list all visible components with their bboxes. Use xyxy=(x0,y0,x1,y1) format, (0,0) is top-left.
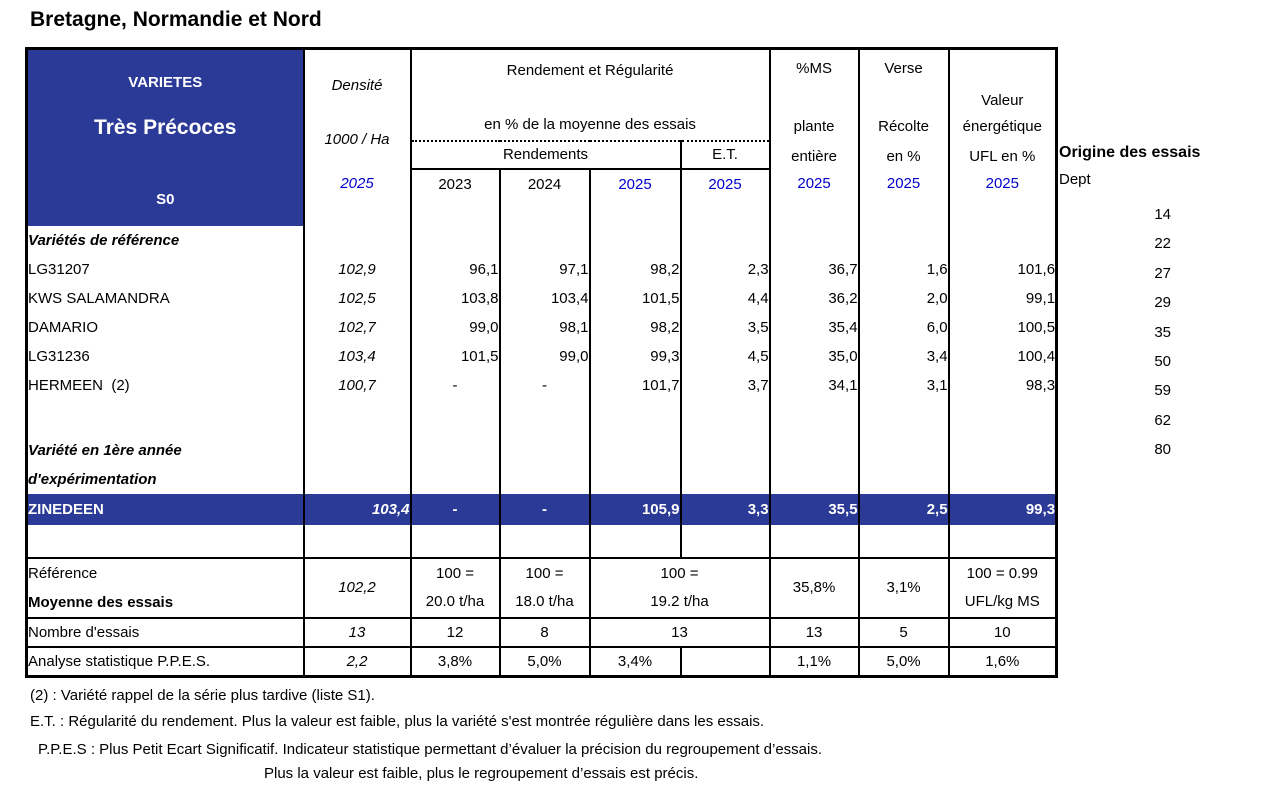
empty-cell xyxy=(500,199,590,226)
mean-ms: 35,8% xyxy=(792,578,836,596)
cell-verse: 5,0% xyxy=(859,647,949,677)
verse-l1: Verse xyxy=(884,59,923,77)
empty-cell xyxy=(681,525,770,558)
cell-2023: 3,8% xyxy=(411,647,500,677)
cell-densite: 102,9 xyxy=(304,255,411,284)
ms-l1: %MS xyxy=(796,59,832,77)
empty-cell xyxy=(859,525,949,558)
cell-ufl: 98,3 xyxy=(949,371,1057,400)
ms-l2: plante xyxy=(793,117,835,135)
cell-verse: 3,4 xyxy=(859,342,949,371)
cell-et: 4,4 xyxy=(681,284,770,313)
cell-ms: 35,0 xyxy=(770,342,859,371)
table-row xyxy=(27,255,1057,284)
empty-cell xyxy=(681,226,770,255)
empty-cell xyxy=(859,400,949,432)
cell-ufl: 100,4 xyxy=(949,342,1057,371)
cell-2023: 103,8 xyxy=(411,284,500,313)
empty-cell xyxy=(500,400,590,432)
ppes-label: Analyse statistique P.P.E.S. xyxy=(28,652,211,670)
et-subheader: E.T. xyxy=(681,141,770,169)
empty-cell xyxy=(770,226,859,255)
empty-cell xyxy=(859,432,949,494)
densite-unit: 1000 / Ha xyxy=(324,130,390,148)
first-year-l1: Variété en 1ère année xyxy=(28,441,182,459)
table-row xyxy=(27,342,1057,371)
empty-cell xyxy=(590,525,681,558)
cell-et: 3,5 xyxy=(681,313,770,342)
empty-cell xyxy=(590,432,681,494)
trial-origins xyxy=(1059,144,1200,188)
cell-et: 2,3 xyxy=(681,255,770,284)
empty-cell xyxy=(411,525,500,558)
empty-cell xyxy=(949,199,1057,226)
dept-number: 35 xyxy=(1154,323,1171,341)
ref-value: 18.0 t/ha xyxy=(515,592,574,610)
cell-ms: 35,5 xyxy=(770,494,859,525)
empty-cell xyxy=(949,226,1057,255)
cell-2023: 12 xyxy=(411,618,500,647)
cell-ms: 1,1% xyxy=(770,647,859,677)
empty-cell xyxy=(590,400,681,432)
empty-cell xyxy=(681,432,770,494)
cell-densite: 102,5 xyxy=(304,284,411,313)
dept-number: 80 xyxy=(1154,441,1171,459)
cell-ufl: 100,5 xyxy=(949,313,1057,342)
table-row xyxy=(27,284,1057,313)
empty-cell xyxy=(949,525,1057,558)
first-year-l2: d'expérimentation xyxy=(28,470,157,488)
year-2024: 2024 xyxy=(500,169,590,199)
cell-2025: 3,4% xyxy=(590,647,681,677)
cell-verse: 2,0 xyxy=(859,284,949,313)
cell-et: 4,5 xyxy=(681,342,770,371)
rendement-title: Rendement et Régularité xyxy=(506,62,674,80)
cell-ufl: 10 xyxy=(949,618,1057,647)
dept-number: 29 xyxy=(1154,294,1171,312)
cell-2024 xyxy=(500,558,590,618)
ms-l3: entière xyxy=(791,147,837,165)
cell-2024: 99,0 xyxy=(500,342,590,371)
empty-cell xyxy=(411,432,500,494)
empty-cell xyxy=(681,647,770,677)
densite-label: Densité xyxy=(331,76,383,94)
cell-2024: 97,1 xyxy=(500,255,590,284)
year-2025: 2025 xyxy=(590,169,681,199)
reference-mean-label xyxy=(27,558,304,618)
mean-label: Moyenne des essais xyxy=(28,593,174,611)
cell-2025: 98,2 xyxy=(590,255,681,284)
cell-2025-et: 13 xyxy=(590,618,770,647)
dept-number: 62 xyxy=(1154,411,1171,429)
empty-cell xyxy=(859,199,949,226)
varietes-label: VARIETES xyxy=(128,74,203,92)
empty-cell xyxy=(949,400,1057,432)
dept-number: 27 xyxy=(1154,264,1171,282)
cell-verse: 2,5 xyxy=(859,494,949,525)
ufl-l2: énergétique xyxy=(962,117,1042,135)
cell-2024: 5,0% xyxy=(500,647,590,677)
cell-et: 3,7 xyxy=(681,371,770,400)
verse-l2: Récolte xyxy=(878,117,929,135)
mean-densite: 102,2 xyxy=(338,578,376,596)
empty-cell xyxy=(859,226,949,255)
empty-cell xyxy=(500,525,590,558)
empty-cell xyxy=(411,226,500,255)
year-et: 2025 xyxy=(681,169,770,199)
trial-count-label: Nombre d'essais xyxy=(27,618,304,647)
ref-ufl: 100 = 0.99 xyxy=(966,564,1038,582)
empty-cell xyxy=(770,525,859,558)
cell-2025: 98,2 xyxy=(590,313,681,342)
year-ufl: 2025 xyxy=(949,169,1057,199)
variety-name: HERMEEN (2) xyxy=(28,376,130,394)
cell-2025: 99,3 xyxy=(590,342,681,371)
empty-cell xyxy=(304,199,411,226)
year-verse: 2025 xyxy=(859,169,949,199)
empty-cell xyxy=(681,400,770,432)
ppes-row xyxy=(27,647,1057,677)
cell-2024: 98,1 xyxy=(500,313,590,342)
cell-et: 3,3 xyxy=(681,494,770,525)
cell-2025: 101,5 xyxy=(590,284,681,313)
footnote-ppes-2: Plus la valeur est faible, plus le regroupement d’essais est précis. xyxy=(264,765,699,782)
dept-list xyxy=(1059,200,1171,465)
cell-ms: 36,2 xyxy=(770,284,859,313)
empty-cell xyxy=(949,432,1057,494)
verse-l3: en % xyxy=(886,147,921,165)
footnote-rappel: (2) : Variété rappel de la série plus tardive (liste S1). xyxy=(30,687,375,704)
cell-2025: 101,7 xyxy=(590,371,681,400)
dept-number: 50 xyxy=(1154,353,1171,371)
cell-densite: 13 xyxy=(304,618,411,647)
empty-cell xyxy=(411,199,500,226)
cell-2023 xyxy=(411,558,500,618)
varieties-header-cell xyxy=(27,49,304,226)
ref-value: 19.2 t/ha xyxy=(650,592,709,610)
ref-value: 20.0 t/ha xyxy=(425,592,485,610)
rendements-subheader: Rendements xyxy=(411,141,681,169)
cell-2023: 101,5 xyxy=(411,342,500,371)
cell-densite: 103,4 xyxy=(304,342,411,371)
cell-ufl: 99,1 xyxy=(949,284,1057,313)
cell-2024: 8 xyxy=(500,618,590,647)
ref-100: 100 = xyxy=(436,564,474,582)
cell-ufl: 99,3 xyxy=(949,494,1057,525)
densite-header xyxy=(304,49,411,169)
empty-cell xyxy=(411,400,500,432)
empty-cell xyxy=(304,226,411,255)
ufl-l1: Valeur xyxy=(981,91,1024,109)
year-2023: 2023 xyxy=(411,169,500,199)
variety-name: LG31236 xyxy=(28,347,90,365)
cell-ufl: 101,6 xyxy=(949,255,1057,284)
mean-verse: 3,1% xyxy=(886,578,921,596)
cell-2024: - xyxy=(500,494,590,525)
cell-verse: 6,0 xyxy=(859,313,949,342)
ref-100: 100 = xyxy=(525,564,564,582)
page-title: Bretagne, Normandie et Nord xyxy=(30,8,322,31)
precocity-label: Très Précoces xyxy=(94,116,237,140)
cell-2024: 103,4 xyxy=(500,284,590,313)
empty-cell xyxy=(27,525,304,558)
cell-densite: 2,2 xyxy=(304,647,411,677)
variety-name: LG31207 xyxy=(28,260,90,278)
cell-2023: - xyxy=(411,371,500,400)
ufl-l3: UFL en % xyxy=(969,147,1036,165)
footnote-ppes: P.P.E.S : Plus Petit Ecart Significatif. Indicateur statistique permettant d’évaluer la précision du regroupement d’essais. xyxy=(38,741,823,758)
cell-2023: - xyxy=(411,494,500,525)
cell-2025: 105,9 xyxy=(590,494,681,525)
footnote-et: E.T. : Régularité du rendement. Plus la valeur est faible, plus la variété s'est montrée régulière dans les essais. xyxy=(30,713,765,730)
cell-2023: 96,1 xyxy=(411,255,500,284)
cell-2024: - xyxy=(500,371,590,400)
cell-ms xyxy=(770,558,859,618)
ms-header xyxy=(770,49,859,169)
cell-ufl xyxy=(949,558,1057,618)
trial-origins-title: Origine des essais xyxy=(1059,144,1201,161)
empty-cell xyxy=(681,199,770,226)
empty-cell xyxy=(770,432,859,494)
cell-ms: 35,4 xyxy=(770,313,859,342)
year-ms: 2025 xyxy=(770,169,859,199)
cell-ms: 13 xyxy=(770,618,859,647)
empty-cell xyxy=(500,432,590,494)
cell-2025-et xyxy=(590,558,770,618)
empty-cell xyxy=(304,400,411,432)
cell-verse: 5 xyxy=(859,618,949,647)
cell-densite: 100,7 xyxy=(304,371,411,400)
varieties-table xyxy=(25,47,1058,678)
empty-cell xyxy=(590,199,681,226)
dept-number: 14 xyxy=(1154,206,1171,223)
empty-cell xyxy=(304,525,411,558)
empty-cell xyxy=(770,199,859,226)
cell-densite xyxy=(304,558,411,618)
rendement-subtitle: en % de la moyenne des essais xyxy=(484,116,696,134)
ref-100: 100 = xyxy=(660,564,699,582)
rendement-group-header xyxy=(411,49,770,141)
empty-cell xyxy=(500,226,590,255)
ufl-header xyxy=(949,49,1057,169)
variety-name: DAMARIO xyxy=(28,318,99,336)
trial-count-row xyxy=(27,618,1057,647)
ref-ufl-unit: UFL/kg MS xyxy=(964,592,1040,610)
section-first-year-label xyxy=(27,432,304,494)
cell-2023: 99,0 xyxy=(411,313,500,342)
cell-verse xyxy=(859,558,949,618)
cell-ms: 34,1 xyxy=(770,371,859,400)
cell-densite: 103,4 xyxy=(304,494,411,525)
reference-mean-row xyxy=(27,558,1057,618)
dept-number: 59 xyxy=(1154,382,1171,400)
section-reference-label: Variétés de référence xyxy=(28,231,180,249)
cell-densite: 102,7 xyxy=(304,313,411,342)
reference-label: Référence xyxy=(28,564,98,582)
empty-cell xyxy=(770,400,859,432)
cell-verse: 1,6 xyxy=(859,255,949,284)
variety-name: ZINEDEEN xyxy=(27,494,304,525)
year-densite: 2025 xyxy=(304,169,411,199)
table-row xyxy=(27,313,1057,342)
cell-ms: 36,7 xyxy=(770,255,859,284)
empty-cell xyxy=(304,432,411,494)
table-row xyxy=(27,371,1057,400)
cell-ufl: 1,6% xyxy=(949,647,1057,677)
variety-name: KWS SALAMANDRA xyxy=(28,289,170,307)
new-variety-row xyxy=(27,494,1057,525)
empty-cell xyxy=(590,226,681,255)
dept-number: 22 xyxy=(1154,235,1171,253)
series-label: S0 xyxy=(156,191,175,209)
empty-cell xyxy=(27,400,304,432)
cell-verse: 3,1 xyxy=(859,371,949,400)
verse-header xyxy=(859,49,949,169)
dept-label: Dept xyxy=(1059,171,1091,188)
